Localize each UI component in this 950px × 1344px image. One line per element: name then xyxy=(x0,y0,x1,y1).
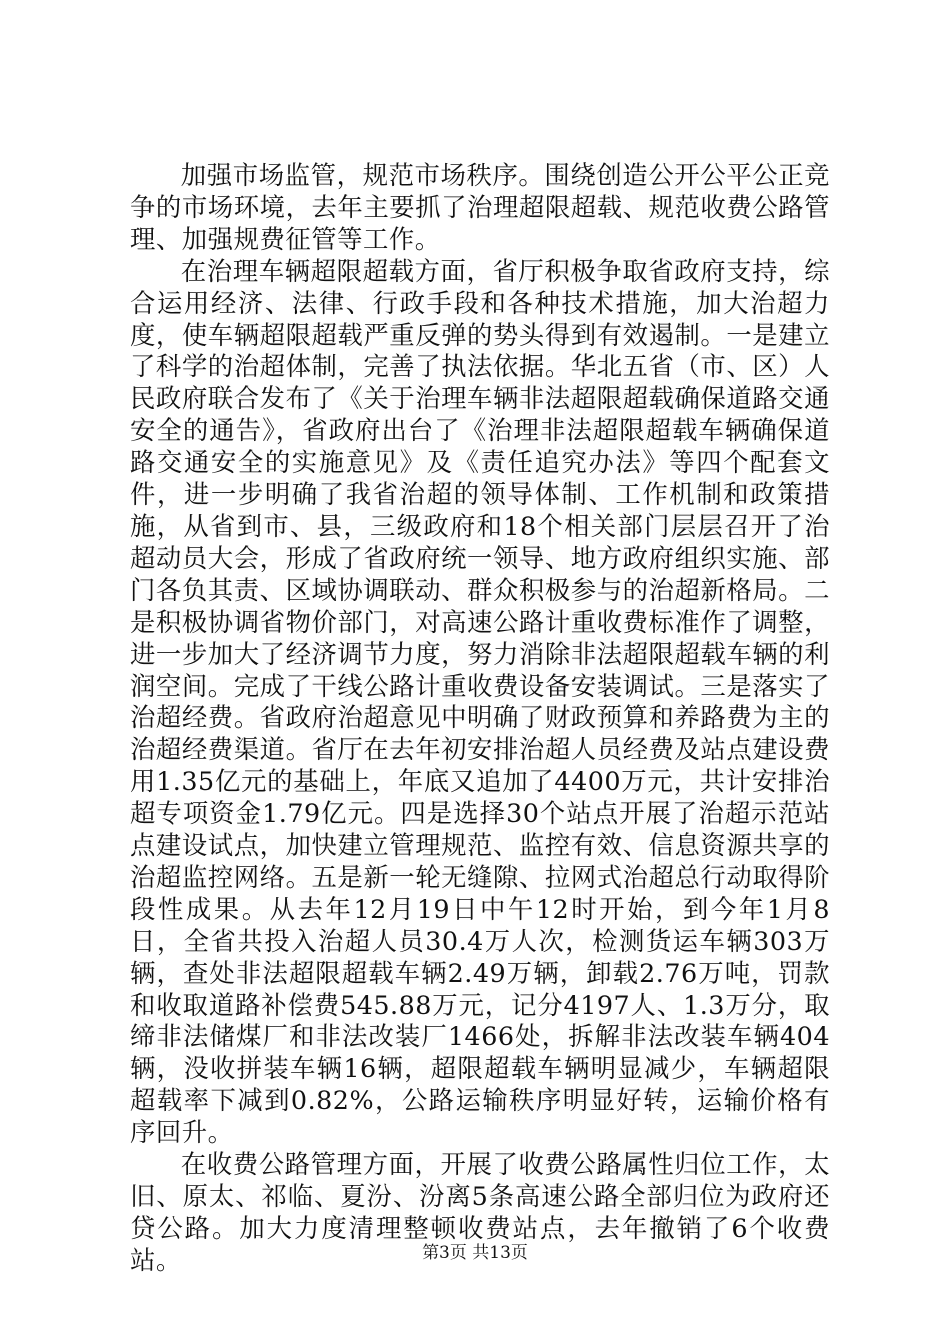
body-text xyxy=(130,160,830,1277)
page-footer: 第3页 共13页 xyxy=(422,1243,528,1263)
paragraph-toll-road-management: 在收费公路管理方面，开展了收费公路属性归位工作，太旧、原太、祁临、夏汾、汾离5条高速公路全部归位为政府还贷公路。加大力度清理整顿收费站点，去年撤销了6个收费站。 xyxy=(130,1149,830,1275)
paragraph-overload-control: 在治理车辆超限超载方面，省厅积极争取省政府支持，综合运用经济、法律、行政手段和各种技术措施，加大治超力度，使车辆超限超载严重反弹的势头得到有效遏制。一是建立了科学的治超体制，完善了执法依据。华北五省（市、区）人民政府联合发布了《关于治理车辆非法超限超载确保道路交通安全的通告》，省政府出台了《治理非法超限超载车辆确保道路交通安全的实施意见》及《责任追究办法》等四个配套文件，进一步明确了我省治超的领导体制、工作机制和政策措施，从省到市、县，三级政府和18个相关部门层层召开了治超动员大会，形成了省政府统一领导、地方政府组织实施、部门各负其责、区域协调联动、群众积极参与的治超新格局。二是积极协调省物价部门，对高速公路计重收费标准作了调整，进一步加大了经济调节力度，努力消除非法超限超载车辆的利润空间。完成了干线公路计重收费设备安装调试。三是落实了治超经费。省政府治超意见中明确了财政预算和养路费为主的治超经费渠道。省厅在去年初安排治超人员经费及站点建设费用1.35亿元的基础上，年底又追加了4400万元，共计安排治超专项资金1.79亿元。四是选择30个站点开展了治超示范站点建设试点，加快建立管理规范、监控有效、信息资源共享的治超监控网络。五是新一轮无缝隙、拉网式治超总行动取得阶段性成果。从去年12月19日中午12时开始，到今年1月8日，全省共投入治超人员30.4万人次，检测货运车辆303万辆，查处非法超限超载车辆2.49万辆，卸载2.76万吨，罚款和收取道路补偿费545.88万元，记分4197人、1.3万分，取缔非法储煤厂和非法改装厂1466处，拆解非法改装车辆404辆，没收拼装车辆16辆，超限超载车辆明显减少，车辆超限超载率下减到0.82%，公路运输秩序明显好转，运输价格有序回升。 xyxy=(130,255,830,1148)
paragraph-market-supervision: 加强市场监管，规范市场秩序。围绕创造公开公平公正竞争的市场环境，去年主要抓了治理超限超载、规范收费公路管理、加强规费征管等工作。 xyxy=(130,160,830,254)
